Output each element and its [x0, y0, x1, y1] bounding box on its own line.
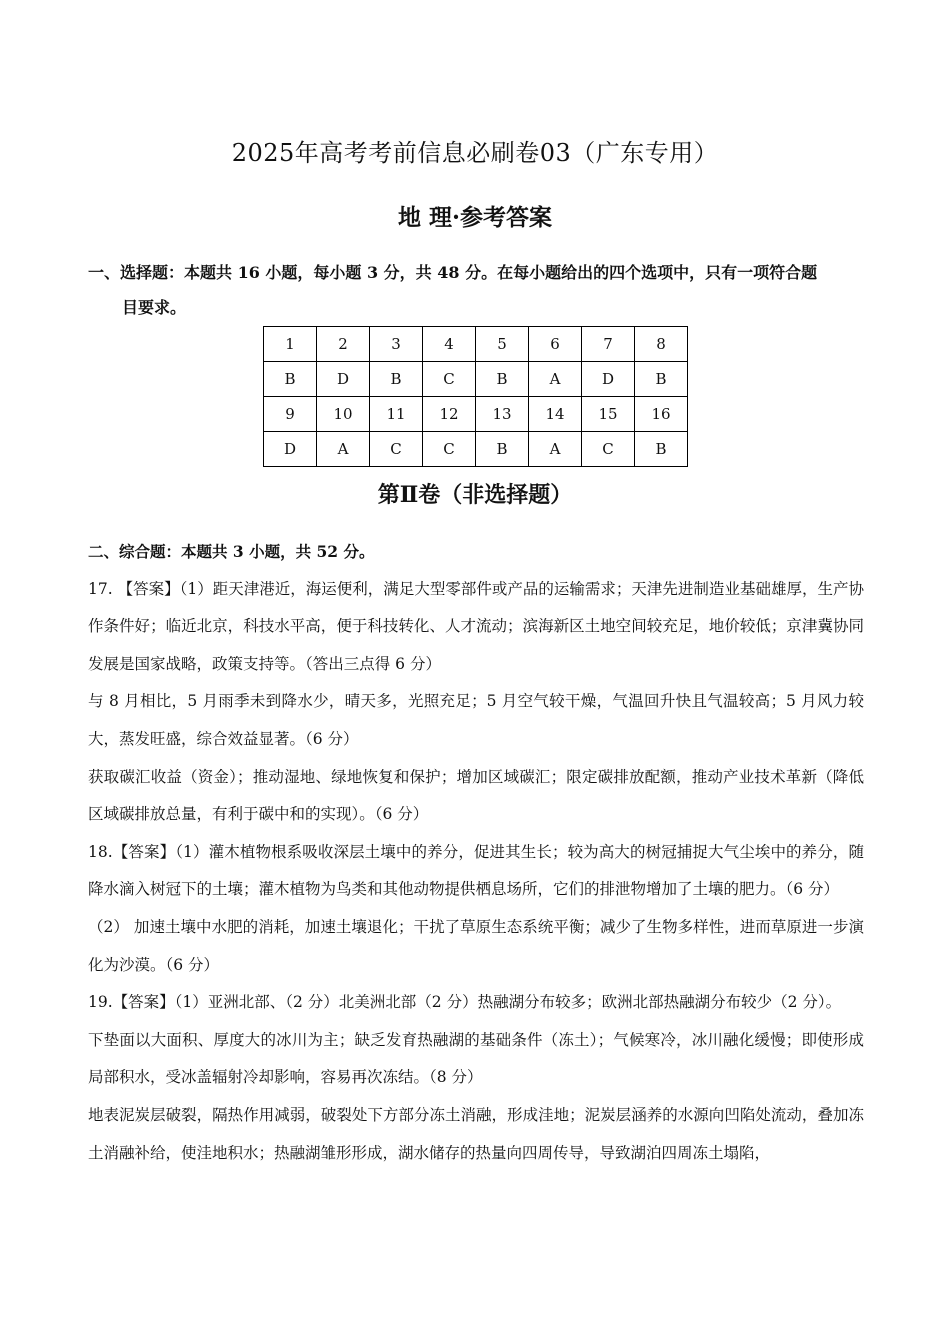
- answer-table-cell: B: [476, 362, 529, 397]
- answer-table-cell: 4: [423, 327, 476, 362]
- answer-table-cell: 12: [423, 397, 476, 432]
- answer-table-cell: 6: [529, 327, 582, 362]
- section2-heading: 二、综合题：本题共 3 小题，共 52 分。: [88, 542, 375, 561]
- q17-part1: （1）距天津港近，海运便利，满足大型零部件或产品的运输需求；天津先进制造业基础雄厚，生产协作条件好；临近北京，科技水平高，便于科技转化、人才流动；滨海新区土地空间较充足，地价较低；京津冀协同发展是国家战略，政策支持等。（答出三点得 6 分）: [88, 579, 864, 673]
- q19-part3: 地表泥炭层破裂，隔热作用减弱，破裂处下方部分冻土消融，形成洼地；泥炭层涵养的水源向凹陷处流动，叠加冻土消融补给，使洼地积水；热融湖雏形形成，湖水储存的热量向四周传导，导致湖泊四周冻土塌陷，: [88, 1105, 864, 1162]
- q17-answer: [88, 571, 864, 684]
- section1-heading: [88, 255, 878, 325]
- answer-table-cell: A: [529, 362, 582, 397]
- answer-table-cell: 10: [317, 397, 370, 432]
- answers-body: [88, 533, 864, 1172]
- answer-table-cell: B: [635, 432, 688, 467]
- answer-table-cell: B: [264, 362, 317, 397]
- section1-heading-line2: 目要求。: [122, 298, 187, 317]
- answer-table-cell: A: [317, 432, 370, 467]
- section1-heading-line1: 一、选择题：本题共 16 小题，每小题 3 分，共 48 分。在每小题给出的四个选项中，只有一项符合题: [88, 263, 818, 282]
- answer-table-cell: D: [264, 432, 317, 467]
- answer-table-cell: 2: [317, 327, 370, 362]
- answer-table-cell: D: [317, 362, 370, 397]
- answer-table-cell: B: [476, 432, 529, 467]
- q17-label: 17. 【答案】: [88, 579, 180, 598]
- answer-table-cell: 8: [635, 327, 688, 362]
- q19-part1: （1）亚洲北部、（2 分）北美洲北部（2 分）热融湖分布较多；欧洲北部热融湖分布较少（2 分）。: [174, 993, 842, 1012]
- answer-table-cell: C: [582, 432, 635, 467]
- answer-table-cell: 1: [264, 327, 317, 362]
- document-title: 2025年高考考前信息必刷卷03（广东专用）: [231, 139, 719, 167]
- volume2-title: 第Ⅱ卷（非选择题）: [377, 482, 573, 508]
- answer-table-cell: 3: [370, 327, 423, 362]
- answer-table-cell: 7: [582, 327, 635, 362]
- answer-table-cell: 15: [582, 397, 635, 432]
- answer-table: [263, 326, 688, 467]
- answer-table-row: [264, 432, 688, 467]
- answer-table-row: [264, 362, 688, 397]
- q18-answer: [88, 834, 864, 909]
- answer-table-cell: C: [423, 432, 476, 467]
- q19-label: 19.【答案】: [88, 993, 175, 1012]
- answer-table-cell: A: [529, 432, 582, 467]
- q17-part3: 获取碳汇收益（资金）；推动湿地、绿地恢复和保护；增加区域碳汇；限定碳排放配额，推动产业技术革新（降低区域碳排放总量，有利于碳中和的实现）。（6 分）: [88, 767, 864, 824]
- answer-table-row: [264, 327, 688, 362]
- answer-table-cell: D: [582, 362, 635, 397]
- q18-part2: （2） 加速土壤中水肥的消耗，加速土壤退化；干扰了草原生态系统平衡；减少了生物多样性，进而草原进一步演化为沙漠。（6 分）: [88, 917, 864, 974]
- answer-table-cell: C: [423, 362, 476, 397]
- q18-label: 18.【答案】: [88, 842, 176, 861]
- answer-table-row: [264, 397, 688, 432]
- answer-table-cell: B: [635, 362, 688, 397]
- answer-table-cell: 14: [529, 397, 582, 432]
- answer-table-cell: C: [370, 432, 423, 467]
- q19-answer: [88, 984, 864, 1022]
- answer-table-cell: 9: [264, 397, 317, 432]
- q18-part1: （1）灌木植物根系吸收深层土壤中的养分，促进其生长；较为高大的树冠捕捉大气尘埃中的养分，随降水滴入树冠下的土壤；灌木植物为鸟类和其他动物提供栖息场所，它们的排泄物增加了土壤的肥力。（6 分）: [88, 842, 864, 899]
- answer-table-cell: 16: [635, 397, 688, 432]
- answer-table-cell: B: [370, 362, 423, 397]
- answer-table-cell: 13: [476, 397, 529, 432]
- q19-part2: 下垫面以大面积、厚度大的冰川为主；缺乏发育热融湖的基础条件（冻土）；气候寒冷，冰川融化缓慢；即使形成局部积水，受冰盖辐射冷却影响，容易再次冻结。（8 分）: [88, 1030, 864, 1087]
- answer-table-cell: 11: [370, 397, 423, 432]
- answer-table-cell: 5: [476, 327, 529, 362]
- document-subtitle: 地 理·参考答案: [397, 204, 552, 231]
- q17-part2: 与 8 月相比，5 月雨季未到降水少，晴天多，光照充足；5 月空气较干燥，气温回升快且气温较高；5 月风力较大，蒸发旺盛，综合效益显著。（6 分）: [88, 692, 864, 748]
